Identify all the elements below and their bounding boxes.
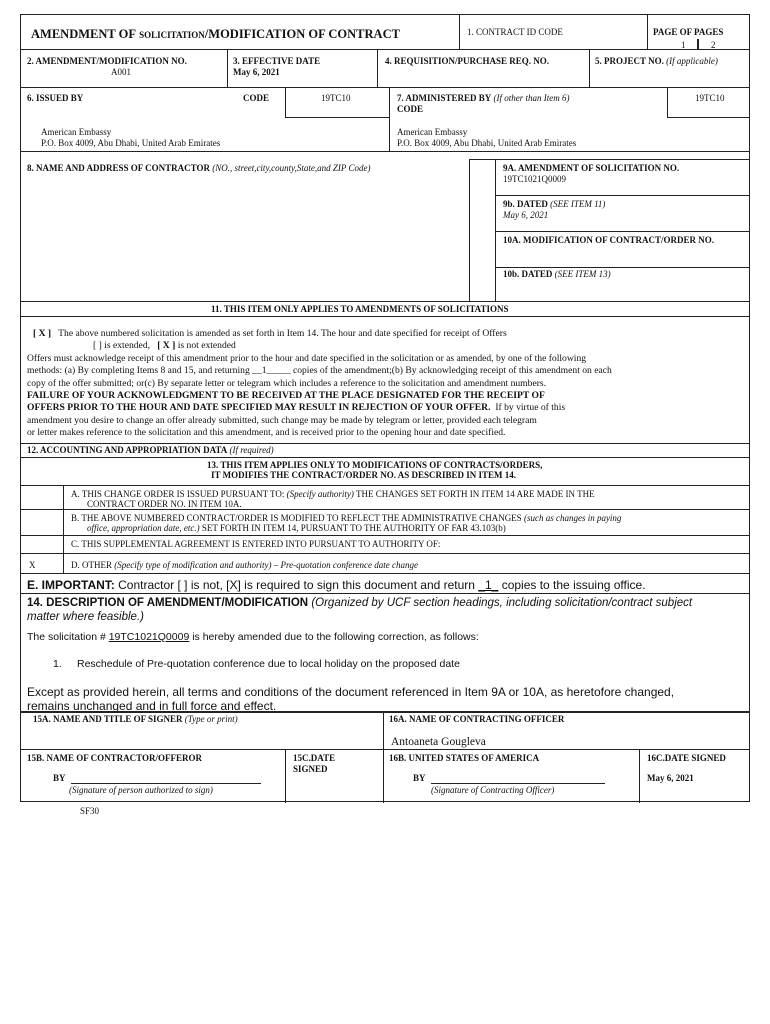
item12-label: 12. ACCOUNTING AND APPROPRIATION DATA (If required)	[27, 445, 274, 455]
dated-9b-label: 9b. DATED (SEE ITEM 11)	[503, 199, 606, 209]
sf30-form	[20, 14, 750, 802]
date-signed-15c-label: 15C.DATE	[293, 753, 336, 763]
issued-code-value: 19TC10	[321, 93, 351, 103]
issued-code-label: CODE	[243, 93, 270, 103]
contracting-officer-label: 16A. NAME OF CONTRACTING OFFICER	[389, 714, 565, 724]
item13-d: D. OTHER (Specify type of modification and authority) – Pre-quotation conference date change	[71, 560, 418, 570]
officer-signature-note: (Signature of Contracting Officer)	[431, 785, 555, 795]
item14-title: 14. DESCRIPTION OF AMENDMENT/MODIFICATION (Organized by UCF section headings, including solicitation/contract subject	[27, 597, 693, 609]
signer-name-label: 15A. NAME AND TITLE OF SIGNER (Type or print)	[33, 714, 238, 724]
item14-intro: The solicitation # 19TC1021Q0009 is hereby amended due to the following correction, as follows:	[27, 631, 479, 643]
item13-a-cont: CONTRACT ORDER NO. IN ITEM 10A.	[87, 499, 242, 509]
page-number: 1	[681, 40, 686, 50]
effective-date-label: 3. EFFECTIVE DATE	[233, 56, 321, 66]
item13-b: B. THE ABOVE NUMBERED CONTRACT/ORDER IS MODIFIED TO REFLECT THE ADMINISTRATIVE CHANGES (such as changes in paying	[71, 513, 622, 523]
item13-title-2: IT MODIFIES THE CONTRACT/ORDER NO. AS DESCRIBED IN ITEM 14.	[211, 470, 516, 480]
item14-closing-2: remains unchanged and in full force and effect.	[27, 699, 277, 713]
date-signed-15c-label-2: SIGNED	[293, 764, 328, 774]
item11-title: 11. THIS ITEM ONLY APPLIES TO AMENDMENTS OF SOLICITATIONS	[211, 304, 509, 314]
requisition-label: 4. REQUISITION/PURCHASE REQ. NO.	[385, 56, 550, 66]
project-no-label: 5. PROJECT NO. (If applicable)	[595, 56, 718, 66]
contractor-signature-note: (Signature of person authorized to sign)	[69, 785, 213, 795]
effective-date-value: May 6, 2021	[233, 67, 280, 77]
dated-9b-value: May 6, 2021	[503, 210, 549, 220]
admin-code-label: CODE	[397, 104, 424, 114]
item14-list-number: 1.	[53, 658, 62, 670]
item13-a: A. THIS CHANGE ORDER IS ISSUED PURSUANT TO: (Specify authority) THE CHANGES SET FORTH IN ITEM 14 ARE MADE IN THE	[71, 489, 595, 499]
item13-title-1: 13. THIS ITEM APPLIES ONLY TO MODIFICATIONS OF CONTRACTS/ORDERS,	[207, 460, 543, 470]
important-line: E. IMPORTANT: Contractor [ ] is not, [X] is required to sign this document and return _1_ copies to the issuing office.	[27, 578, 646, 592]
by-label-officer: BY	[413, 773, 426, 783]
amendment-solicitation-label: 9A. AMENDMENT OF SOLICITATION NO.	[503, 163, 680, 173]
issued-address: P.O. Box 4009, Abu Dhabi, United Arab Emirates	[41, 138, 221, 148]
date-signed-16c-value: May 6, 2021	[647, 773, 694, 783]
item11-body: [ X ] The above numbered solicitation is amended as set forth in Item 14. The hour and date specified for receipt of Offers [ ] is extended, [ X ] is not extended Offers must acknowledge receipt of this amendment prior to the hour and date specified in the solicitation or as amended, by one of the following methods: (a) By completing Items 8 and 15, and returning __1_____ copies of the amendment;(b) By acknowledging receipt of this amendment on each copy of the offer submitted; or(c) By separate letter or telegram which includes a reference to the solicitation and amendment numbers. FAILURE OF YOUR ACKNOWLEDGMENT TO BE RECEIVED AT THE PLACE DESIGNATED FOR THE RECEIPT OF OFFERS PRIOR TO THE HOUR AND DATE SPECIFIED MAY RESULT IN REJECTION OF YOUR OFFER. If by virtue of this amendment you desire to change an offer already submitted, such change may be made by telegram or letter, provided each telegram or letter makes reference to the solicitation and this amendment, and is received prior to the opening hour and date specified.	[27, 328, 612, 439]
item14-title-cont: matter where feasible.)	[27, 611, 144, 623]
date-signed-16c-label: 16C.DATE SIGNED	[647, 753, 726, 763]
united-states-label: 16B. UNITED STATES OF AMERICA	[389, 753, 540, 763]
issued-name: American Embassy	[41, 127, 112, 137]
item13-b-cont: office, appropriation date, etc.) SET FORTH IN ITEM 14, PURSUANT TO THE AUTHORITY OF FAR 43.103(b)	[87, 523, 506, 533]
dated-10b-label: 10b. DATED (SEE ITEM 13)	[503, 269, 611, 279]
item14-closing-1: Except as provided herein, all terms and conditions of the document referenced in Item 9A or 10A, as heretofore changed,	[27, 685, 675, 699]
admin-address: P.O. Box 4009, Abu Dhabi, United Arab Emirates	[397, 138, 577, 148]
administered-by-label: 7. ADMINISTERED BY (If other than Item 6)	[397, 93, 570, 103]
amendment-no-label: 2. AMENDMENT/MODIFICATION NO.	[27, 56, 187, 66]
item14-list-text: Reschedule of Pre-quotation conference due to local holiday on the proposed date	[77, 658, 460, 670]
page-label: PAGE OF PAGES	[653, 27, 724, 37]
issued-by-label: 6. ISSUED BY	[27, 93, 84, 103]
item13-d-mark: X	[29, 560, 36, 570]
admin-name: American Embassy	[397, 127, 468, 137]
contractor-offeror-label: 15B. NAME OF CONTRACTOR/OFFEROR	[27, 753, 203, 763]
amendment-solicitation-value: 19TC1021Q0009	[503, 174, 566, 184]
contracting-officer-name: Antoaneta Gougleva	[391, 736, 486, 748]
contractor-label: 8. NAME AND ADDRESS OF CONTRACTOR (NO., street,city,county,State,and ZIP Code)	[27, 163, 371, 173]
page-count: 2	[711, 40, 716, 50]
form-title: AMENDMENT OF SOLICITATION/MODIFICATION OF CONTRACT	[31, 27, 400, 41]
by-label-contractor: BY	[53, 773, 66, 783]
form-id: SF30	[80, 806, 100, 816]
admin-code-value: 19TC10	[695, 93, 725, 103]
amendment-no-value: A001	[111, 67, 131, 77]
item13-c: C. THIS SUPPLEMENTAL AGREEMENT IS ENTERED INTO PURSUANT TO AUTHORITY OF:	[71, 539, 441, 549]
contract-id-label: 1. CONTRACT ID CODE	[467, 27, 563, 37]
modification-contract-label: 10A. MODIFICATION OF CONTRACT/ORDER NO.	[503, 235, 715, 245]
